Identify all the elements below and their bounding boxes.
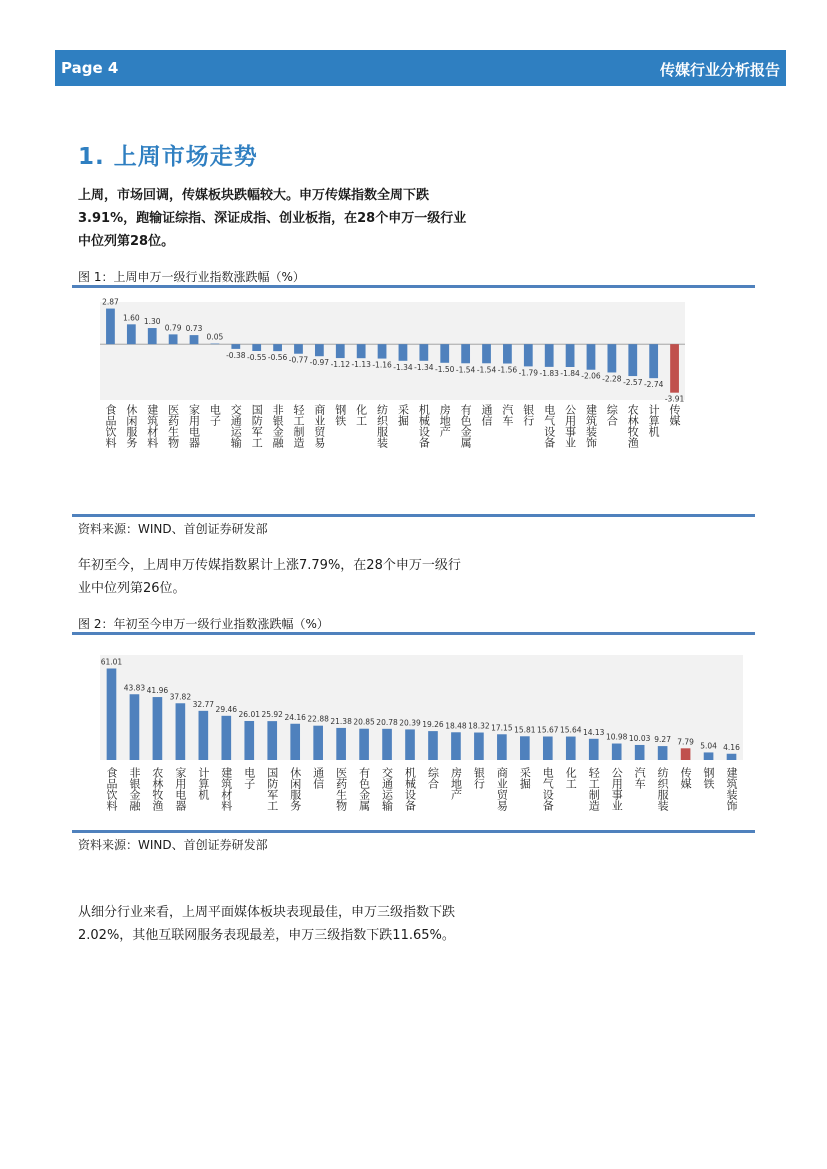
bar (190, 335, 199, 344)
intro-line: 3.91%，跑输证综指、深证成指、创业板指，在28个申万一级行业 (78, 211, 467, 226)
bar (681, 748, 691, 760)
bar (106, 309, 115, 345)
data-label: 10.03 (628, 733, 651, 743)
category-tick-label: 房地产 (438, 404, 452, 437)
page-number: Page 4 (61, 59, 119, 77)
category-tick-label: 农林牧渔 (626, 404, 640, 448)
category-tick-label: 综合 (605, 404, 619, 426)
data-label: 14.13 (582, 727, 605, 737)
category-tick-label: 非银金融 (271, 404, 285, 448)
data-label: 7.79 (677, 737, 694, 747)
category-tick-label: 钢铁 (333, 404, 347, 426)
data-label: 9.27 (654, 735, 671, 745)
data-label: 18.48 (445, 721, 467, 731)
subsector-line: 从细分行业来看，上周平面媒体板块表现最佳，申万三级指数下跌 (78, 905, 456, 920)
data-label: 21.38 (330, 716, 352, 726)
data-label: 1.30 (143, 317, 161, 327)
bar (315, 344, 324, 356)
category-tick-label: 化工 (564, 767, 578, 789)
data-label: -0.38 (226, 350, 246, 360)
category-tick-label: 电子 (242, 767, 256, 789)
bar (313, 726, 323, 760)
category-tick-label: 公用事业 (610, 767, 624, 811)
report-title: 传媒行业分析报告 (659, 61, 780, 79)
bar (336, 344, 345, 358)
category-tick-label: 纺织服装 (656, 767, 670, 811)
category-tick-label: 食品饮料 (103, 404, 117, 448)
data-label: 20.78 (376, 717, 398, 727)
category-tick-label: 电气设备 (541, 767, 555, 811)
data-label: 26.01 (238, 709, 261, 719)
data-label: -1.12 (330, 360, 350, 370)
category-tick-label: 传媒 (668, 404, 682, 426)
category-tick-label: 化工 (354, 404, 368, 426)
category-tick-label: 机械设备 (417, 404, 431, 448)
data-label: 32.77 (192, 699, 215, 709)
bar (727, 754, 737, 760)
category-tick-label: 纺织服装 (375, 404, 389, 448)
data-label: 18.32 (468, 721, 490, 731)
bar (670, 344, 679, 393)
data-label: 0.73 (185, 324, 203, 334)
data-label: -1.79 (518, 368, 539, 378)
data-label: -3.91 (664, 394, 685, 404)
bar (628, 344, 637, 376)
data-label: 22.88 (307, 714, 329, 724)
data-label: 0.79 (164, 323, 182, 333)
data-label: -1.34 (393, 362, 413, 372)
data-label: 15.67 (537, 725, 559, 735)
category-tick-label: 通信 (311, 767, 325, 789)
bar (520, 736, 530, 760)
category-tick-label: 计算机 (647, 404, 661, 437)
bar (267, 721, 277, 760)
category-tick-label: 采掘 (396, 404, 410, 426)
category-tick-label: 汽车 (633, 767, 647, 789)
data-label: 2.87 (102, 297, 119, 307)
bar (176, 703, 186, 760)
data-label: -2.74 (643, 380, 664, 390)
category-tick-label: 公用事业 (563, 404, 577, 448)
data-label: 43.83 (123, 683, 146, 693)
bar (130, 694, 140, 760)
bar (607, 344, 616, 372)
bar (524, 344, 533, 366)
bar (566, 344, 575, 367)
data-label: -1.56 (497, 365, 518, 375)
ytd-line: 业中位列第26位。 (78, 581, 186, 596)
data-label: 20.85 (353, 717, 375, 727)
bar (497, 734, 507, 760)
data-label: 4.16 (723, 742, 740, 752)
bar (482, 344, 491, 363)
bar (419, 344, 428, 361)
data-label: -1.83 (539, 368, 559, 378)
data-label: 10.98 (605, 732, 628, 742)
bar (357, 344, 366, 358)
category-tick-label: 建筑装饰 (584, 404, 598, 448)
figure-2-top-rule (72, 632, 755, 635)
category-tick-label: 有色金属 (357, 767, 371, 811)
data-label: -0.55 (246, 353, 267, 362)
category-tick-label: 汽车 (500, 404, 514, 426)
data-label: 5.04 (700, 741, 717, 751)
data-label: -1.50 (435, 364, 455, 374)
data-label: -0.97 (309, 358, 330, 368)
data-label: 41.96 (146, 686, 169, 696)
category-tick-label: 机械设备 (403, 767, 417, 811)
category-tick-label: 轻工制造 (291, 404, 305, 448)
data-label: 17.15 (491, 723, 513, 733)
bar (635, 745, 645, 760)
category-tick-label: 商业贸易 (495, 767, 509, 811)
data-label: -1.54 (476, 365, 497, 375)
plot-area (100, 302, 685, 400)
category-tick-label: 有色金属 (459, 404, 473, 448)
bar (107, 668, 117, 760)
bar (252, 344, 261, 351)
bar (543, 736, 553, 760)
bar (405, 729, 415, 760)
bar (704, 752, 714, 760)
bar (399, 344, 408, 361)
data-label: -1.34 (414, 362, 434, 372)
category-tick-label: 休闲服务 (124, 404, 138, 448)
bar (359, 729, 369, 760)
bar (148, 328, 157, 344)
page-header (55, 50, 786, 86)
category-tick-label: 医药生物 (334, 767, 348, 811)
figure-2-bottom-rule (72, 830, 755, 833)
category-tick-label: 采掘 (518, 767, 532, 789)
bar (428, 731, 438, 760)
category-tick-label: 银行 (521, 404, 535, 426)
category-tick-label: 钢铁 (702, 767, 716, 789)
category-tick-label: 国防军工 (265, 767, 279, 811)
category-tick-label: 食品饮料 (104, 767, 118, 811)
category-tick-label: 传媒 (679, 767, 693, 789)
bar (199, 711, 209, 760)
intro-line: 中位列第28位。 (78, 234, 175, 249)
data-label: 61.01 (100, 657, 123, 667)
category-tick-label: 计算机 (196, 767, 210, 800)
bar (589, 739, 599, 760)
figure-1-chart (72, 290, 755, 515)
data-label: 15.81 (514, 725, 536, 735)
ytd-paragraph (78, 554, 461, 600)
figure-2-chart (72, 637, 755, 827)
bar (294, 344, 303, 354)
category-tick-label: 交通运输 (380, 767, 394, 811)
section-title: 1. 上周市场走势 (78, 144, 258, 170)
intro-line: 上周，市场回调，传媒板块跌幅较大。申万传媒指数全周下跌 (78, 188, 430, 203)
data-label: 25.92 (261, 710, 283, 720)
bar (127, 324, 136, 344)
data-label: -2.06 (581, 371, 601, 381)
category-tick-label: 农林牧渔 (150, 767, 164, 811)
category-tick-label: 非银金融 (127, 767, 141, 811)
category-tick-label: 交通运输 (229, 404, 243, 448)
data-label: -1.13 (351, 360, 371, 370)
category-tick-label: 建筑装饰 (725, 767, 739, 811)
data-label: -2.57 (623, 378, 643, 388)
bar (211, 344, 220, 345)
figure-2-title: 图 2：年初至今申万一级行业指数涨跌幅（%） (78, 617, 329, 631)
data-label: -1.54 (455, 365, 476, 375)
bar (587, 344, 596, 370)
category-tick-label: 房地产 (449, 767, 463, 800)
subsector-paragraph (78, 901, 455, 947)
bar (658, 746, 668, 760)
data-label: 20.39 (399, 718, 421, 728)
bar (612, 744, 622, 760)
ytd-line: 年初至今，上周申万传媒指数累计上涨7.79%，在28个申万一级行 (78, 558, 461, 573)
bar (545, 344, 554, 367)
data-label: 24.16 (284, 712, 306, 722)
category-tick-label: 建筑材料 (219, 767, 233, 811)
data-label: 1.60 (122, 313, 140, 323)
data-label: -1.84 (560, 369, 580, 379)
data-label: 0.05 (206, 332, 224, 342)
data-label: 15.64 (560, 725, 582, 735)
figure-1-bottom-rule (72, 514, 755, 517)
category-tick-label: 家用电器 (187, 404, 201, 448)
bar (244, 721, 254, 760)
category-tick-label: 建筑材料 (145, 404, 159, 448)
category-tick-label: 家用电器 (173, 767, 187, 811)
subsector-line: 2.02%，其他互联网服务表现最差，申万三级指数下跌11.65%。 (78, 928, 455, 943)
bar (290, 724, 300, 760)
category-tick-label: 轻工制造 (587, 767, 601, 811)
category-tick-label: 银行 (472, 767, 486, 789)
data-label: 19.26 (422, 720, 444, 730)
data-label: 37.82 (169, 692, 192, 702)
figure-1-top-rule (72, 285, 755, 288)
category-tick-label: 医药生物 (166, 404, 180, 448)
data-label: 29.46 (215, 704, 238, 714)
figure-1-source: 资料来源：WIND、首创证券研发部 (78, 522, 268, 536)
bar (231, 344, 240, 349)
category-tick-label: 商业贸易 (312, 404, 326, 448)
bar (451, 732, 461, 760)
data-label: -2.28 (602, 374, 622, 384)
category-tick-label: 电气设备 (542, 404, 556, 448)
bar (382, 729, 392, 760)
bar (474, 733, 484, 760)
bar (566, 737, 576, 760)
category-tick-label: 通信 (480, 404, 494, 426)
data-label: -0.77 (288, 355, 309, 365)
data-label: -1.16 (372, 360, 392, 370)
figure-2-source: 资料来源：WIND、首创证券研发部 (78, 838, 268, 852)
bar (153, 697, 163, 760)
bar (440, 344, 449, 363)
bar (649, 344, 658, 378)
category-tick-label: 国防军工 (250, 404, 264, 448)
intro-paragraph (78, 184, 466, 253)
bar (503, 344, 512, 363)
bar (169, 334, 178, 344)
category-tick-label: 综合 (426, 767, 440, 789)
bar (221, 716, 231, 760)
bar (273, 344, 282, 351)
category-tick-label: 电子 (208, 404, 222, 426)
bar (336, 728, 346, 760)
data-label: -0.56 (267, 353, 288, 363)
bar (378, 344, 387, 358)
category-tick-label: 休闲服务 (288, 767, 302, 811)
figure-1-title: 图 1：上周申万一级行业指数涨跌幅（%） (78, 270, 305, 284)
bar (461, 344, 470, 363)
